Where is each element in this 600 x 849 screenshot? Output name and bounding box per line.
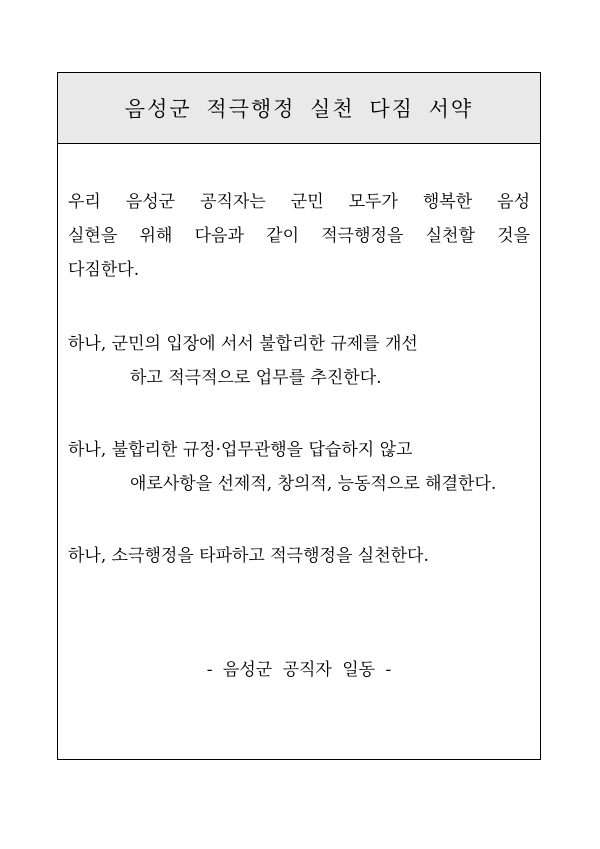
pledge-continuation: 애로사항을 선제적, 창의적, 능동적으로 해결한다. <box>130 474 497 494</box>
pledge-item-1 <box>68 327 530 395</box>
intro-paragraph <box>68 185 530 287</box>
document-title: 음성군 적극행정 실천 다짐 서약 <box>124 97 474 121</box>
pledge-document <box>57 72 541 760</box>
intro-line: 실현을 위해 다음과 같이 적극행정을 실천할 것을 <box>68 226 530 246</box>
intro-line: 우리 음성군 공직자는 군민 모두가 행복한 음성 <box>68 192 530 212</box>
pledge-item-2 <box>68 433 530 501</box>
pledge-line: 하나, 소극행정을 타파하고 적극행정을 실천한다. <box>68 546 429 566</box>
pledge-line: 하나, 불합리한 규정·업무관행을 답습하지 않고 <box>68 440 413 460</box>
pledge-line: 하나, 군민의 입장에 서서 불합리한 규제를 개선 <box>68 334 418 354</box>
title-bar <box>58 73 540 144</box>
signature-line: - 음성군 공직자 일동 - <box>206 660 392 680</box>
pledge-continuation: 하고 적극적으로 업무를 추진한다. <box>130 368 382 388</box>
pledge-item-3 <box>68 539 530 573</box>
intro-line: 다짐한다. <box>68 260 140 280</box>
